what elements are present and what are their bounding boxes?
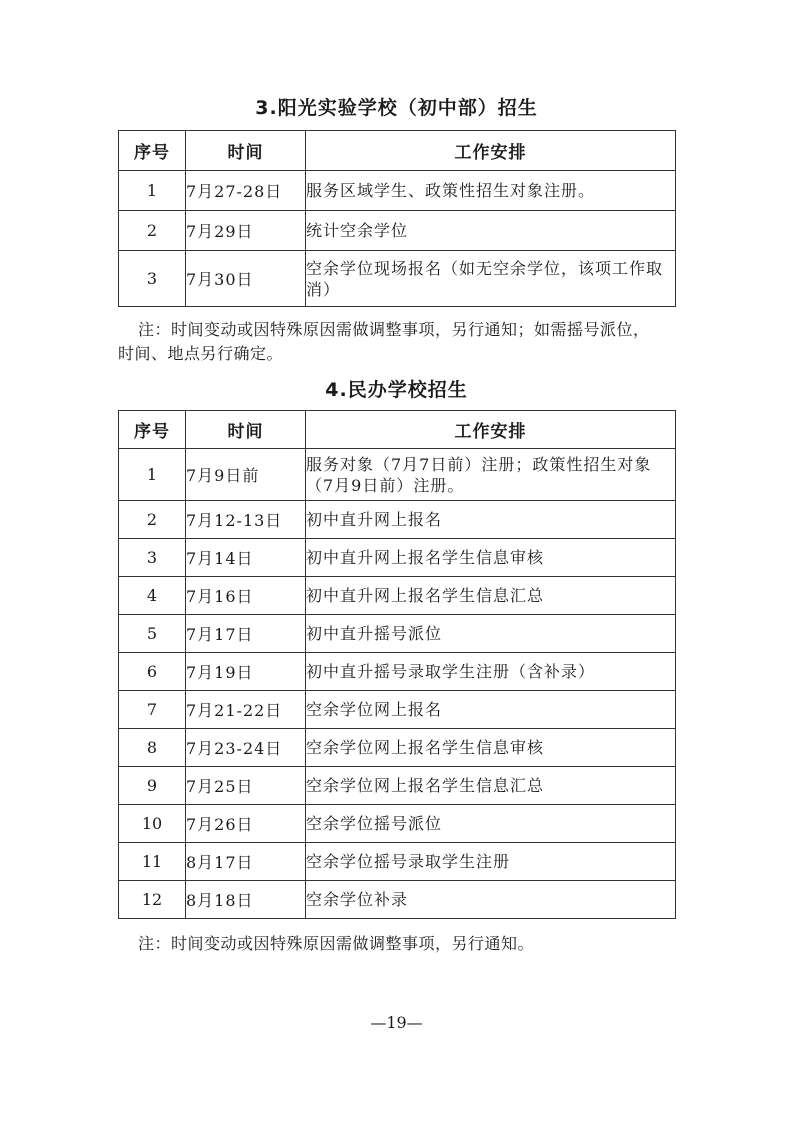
row-no: 3 [119, 539, 186, 577]
row-time: 8月17日 [186, 843, 306, 881]
row-task: 初中直升网上报名学生信息审核 [306, 539, 676, 577]
row-no: 2 [119, 211, 186, 251]
table-row [119, 615, 676, 653]
row-no: 4 [119, 577, 186, 615]
row-time: 7月14日 [186, 539, 306, 577]
row-task: 初中直升网上报名 [306, 501, 676, 539]
row-task: 初中直升网上报名学生信息汇总 [306, 577, 676, 615]
table-row [119, 501, 676, 539]
table-row [119, 767, 676, 805]
row-time: 7月17日 [186, 615, 306, 653]
row-task: 统计空余学位 [306, 211, 676, 251]
header-no: 序号 [119, 411, 186, 449]
row-task: 空余学位网上报名学生信息审核 [306, 729, 676, 767]
table-row [119, 805, 676, 843]
row-time: 7月21-22日 [186, 691, 306, 729]
table-row [119, 577, 676, 615]
note-line-1: 注：时间变动或因特殊原因需做调整事项，另行通知；如需摇号派位， [138, 320, 650, 339]
row-time: 7月25日 [186, 767, 306, 805]
row-time: 7月30日 [186, 251, 306, 307]
section-3-title: 3.阳光实验学校（初中部）招生 [255, 97, 538, 119]
row-time: 7月27-28日 [186, 171, 306, 211]
header-task: 工作安排 [306, 411, 676, 449]
row-no: 10 [119, 805, 186, 843]
row-task: 空余学位摇号录取学生注册 [306, 843, 676, 881]
header-no: 序号 [119, 131, 186, 171]
row-time: 7月12-13日 [186, 501, 306, 539]
table-row [119, 449, 676, 501]
row-no: 1 [119, 171, 186, 211]
row-time: 7月26日 [186, 805, 306, 843]
table-row [119, 211, 676, 251]
table-header-row [119, 131, 676, 171]
table-row [119, 843, 676, 881]
header-time: 时间 [186, 411, 306, 449]
section-4-note [118, 932, 698, 956]
section-3-note [118, 318, 698, 366]
table-row [119, 653, 676, 691]
row-task: 空余学位现场报名（如无空余学位，该项工作取消） [306, 251, 676, 307]
row-time: 7月19日 [186, 653, 306, 691]
row-no: 11 [119, 843, 186, 881]
section-3-table [118, 130, 676, 307]
row-time: 7月29日 [186, 211, 306, 251]
note-line: 注：时间变动或因特殊原因需做调整事项，另行通知。 [138, 934, 535, 953]
row-task: 空余学位网上报名 [306, 691, 676, 729]
header-time: 时间 [186, 131, 306, 171]
table-row [119, 729, 676, 767]
row-task: 空余学位网上报名学生信息汇总 [306, 767, 676, 805]
row-no: 1 [119, 449, 186, 501]
row-task: 初中直升摇号派位 [306, 615, 676, 653]
row-no: 3 [119, 251, 186, 307]
row-time: 7月23-24日 [186, 729, 306, 767]
row-no: 5 [119, 615, 186, 653]
row-time: 8月18日 [186, 881, 306, 919]
row-time: 7月16日 [186, 577, 306, 615]
table-header-row [119, 411, 676, 449]
table-row [119, 691, 676, 729]
section-4-table [118, 410, 676, 919]
note-line-2: 时间、地点另行确定。 [118, 344, 284, 363]
row-task: 空余学位摇号派位 [306, 805, 676, 843]
table-row [119, 881, 676, 919]
row-no: 7 [119, 691, 186, 729]
row-no: 6 [119, 653, 186, 691]
section-4-title: 4.民办学校招生 [325, 379, 468, 401]
row-task: 服务对象（7月7日前）注册；政策性招生对象（7月9日前）注册。 [306, 449, 676, 501]
row-no: 9 [119, 767, 186, 805]
table-row [119, 539, 676, 577]
page-number: —19— [370, 1013, 423, 1032]
table-row [119, 251, 676, 307]
row-no: 2 [119, 501, 186, 539]
header-task: 工作安排 [306, 131, 676, 171]
row-task: 空余学位补录 [306, 881, 676, 919]
table-row [119, 171, 676, 211]
row-task: 初中直升摇号录取学生注册（含补录） [306, 653, 676, 691]
row-task: 服务区域学生、政策性招生对象注册。 [306, 171, 676, 211]
row-no: 12 [119, 881, 186, 919]
row-no: 8 [119, 729, 186, 767]
row-time: 7月9日前 [186, 449, 306, 501]
